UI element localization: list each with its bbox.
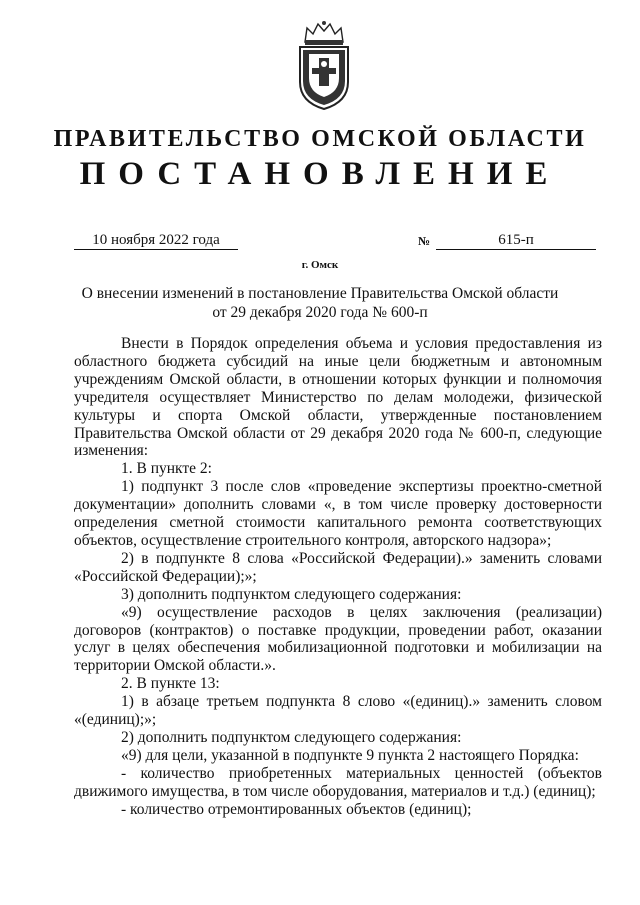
coat-of-arms-icon xyxy=(293,20,355,112)
subject-line-1: О внесении изменений в постановление Правительства Омской области xyxy=(81,285,559,302)
city: г. Омск xyxy=(301,259,339,271)
number-sign: № xyxy=(418,234,431,248)
paragraph: - количество отремонтированных объектов (единиц); xyxy=(121,800,472,818)
paragraph: «9) для цели, указанной в подпункте 9 пункта 2 настоящего Порядка: xyxy=(121,746,579,764)
paragraph: 1. В пункте 2: xyxy=(121,460,212,478)
organization-title: ПРАВИТЕЛЬСТВО ОМСКОЙ ОБЛАСТИ xyxy=(53,126,587,152)
paragraph: 3) дополнить подпунктом следующего содержания: xyxy=(121,585,462,603)
paragraph: 2) в подпункте 8 слова «Российской Федерации).» заменить словами «Российской Федерации);»; xyxy=(74,549,602,585)
document-type: ПОСТАНОВЛЕНИЕ xyxy=(79,156,561,192)
paragraph: 1) в абзаце третьем подпункта 8 слово «(единиц).» заменить словом «(единиц);»; xyxy=(74,693,602,729)
subject-line-2: от 29 декабря 2020 года № 600-п xyxy=(212,304,428,321)
document-number: 615-п xyxy=(436,231,596,250)
document-subject xyxy=(60,284,580,322)
paragraph: 2) дополнить подпунктом следующего содержания: xyxy=(121,728,462,746)
document-date: 10 ноября 2022 года xyxy=(74,231,238,250)
paragraph: «9) осуществление расходов в целях заключения (реализации) договоров (контрактов) о поставке продукции, проведении работ, оказании услуг в целях обеспечения мобилизационной подготовки и мобилизации на территории Омской области.». xyxy=(74,603,602,675)
paragraph: Внести в Порядок определения объема и условия предоставления из областного бюджета субсидий на иные цели бюджетным и автономным учреждениям Омской области, в отношении которых функции и полномочия учредителя осуществляет Министерство по делам молодежи, физической культуры и спорта Омской области, утвержденные постановлением Правительства Омской области от 29 декабря 2020 года № 600-п, следующие изменения: xyxy=(74,335,602,460)
document-body xyxy=(74,335,602,818)
paragraph: 2. В пункте 13: xyxy=(121,675,220,693)
paragraph: 1) подпункт 3 после слов «проведение экспертизы проектно-сметной документации» дополнить словами «, в том числе проверку достоверности определения сметной стоимости капитального ремонта соответствующих объектов, осуществление строительного контроля, авторского надзора»; xyxy=(74,478,602,549)
paragraph: - количество приобретенных материальных ценностей (объектов движимого имущества, в том числе оборудования, материалов и т.д.) (единиц); xyxy=(74,764,602,800)
